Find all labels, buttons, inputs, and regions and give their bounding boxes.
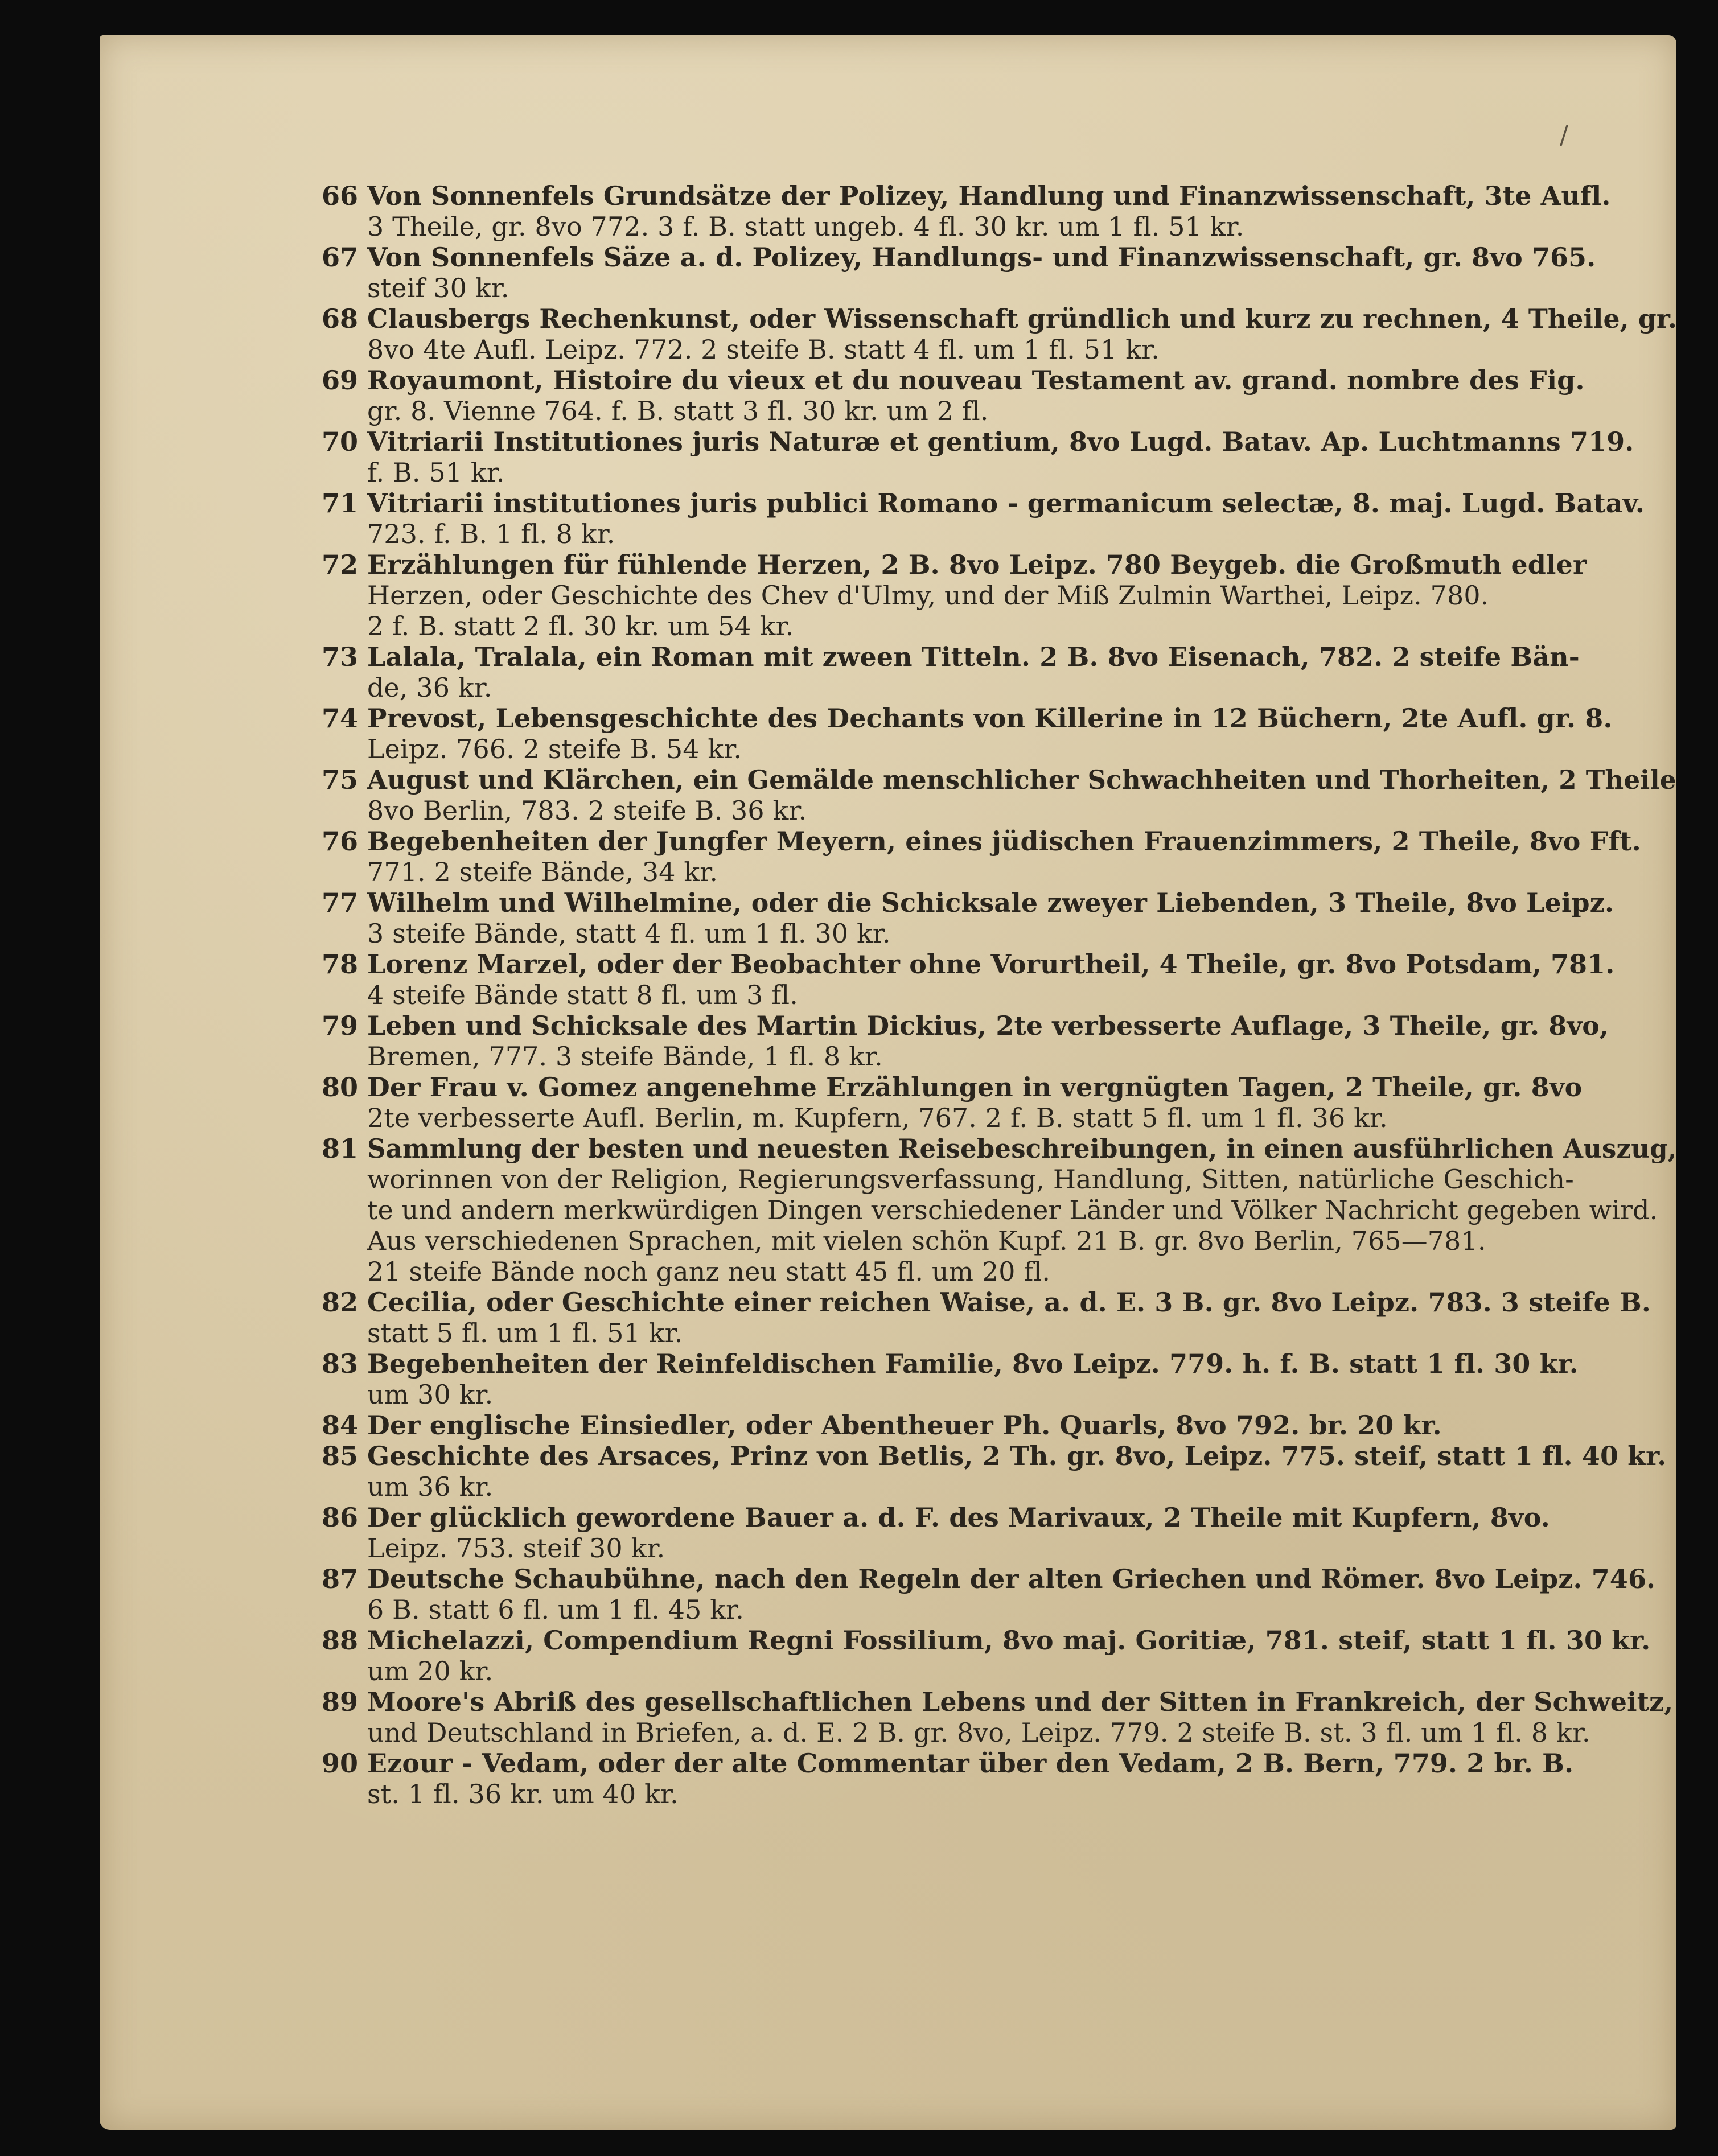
entry-text-line: f. B. 51 kr. (367, 457, 505, 488)
catalogue-entries (322, 180, 1682, 1809)
entry-number: 86 (322, 1502, 359, 1533)
catalogue-entry (322, 949, 1682, 1010)
entry-number: 75 (322, 764, 359, 795)
entry-text-line: Michelazzi, Compendium Regni Fossilium, 8vo maj. Goritiæ, 781. steif, statt 1 fl. 30 kr. (367, 1625, 1651, 1656)
entry-number: 90 (322, 1748, 359, 1779)
catalogue-entry (322, 365, 1682, 426)
entry-text-line: steif 30 kr. (367, 273, 509, 303)
entry-text-line: 21 steife Bände noch ganz neu statt 45 fl. um 20 fl. (367, 1256, 1051, 1287)
entry-number: 77 (322, 887, 359, 918)
entry-text-line: Vitriarii Institutiones juris Naturæ et gentium, 8vo Lugd. Batav. Ap. Luchtmanns 719. (367, 426, 1634, 457)
entry-text-line: Der Frau v. Gomez angenehme Erzählungen in vergnügten Tagen, 2 Theile, gr. 8vo (367, 1072, 1583, 1102)
entry-number: 70 (322, 426, 359, 457)
entry-number: 89 (322, 1686, 359, 1717)
entry-number: 68 (322, 303, 359, 334)
entry-text-line: de, 36 kr. (367, 672, 492, 703)
entry-number: 79 (322, 1010, 359, 1041)
entry-number: 88 (322, 1625, 359, 1656)
entry-number: 74 (322, 703, 359, 734)
entry-text-line: Royaumont, Histoire du vieux et du nouveau Testament av. grand. nombre des Fig. (367, 365, 1585, 396)
catalogue-entry (322, 1072, 1682, 1133)
entry-text-line: Lalala, Tralala, ein Roman mit zween Titteln. 2 B. 8vo Eisenach, 782. 2 steife Bän- (367, 641, 1580, 672)
catalogue-entry (322, 1502, 1682, 1563)
catalogue-entry (322, 826, 1682, 887)
catalogue-entry (322, 641, 1682, 703)
entry-number: 66 (322, 180, 359, 211)
entry-text-line: statt 5 fl. um 1 fl. 51 kr. (367, 1318, 683, 1348)
catalogue-entry (322, 549, 1682, 641)
entry-text-line: Aus verschiedenen Sprachen, mit vielen schön Kupf. 21 B. gr. 8vo Berlin, 765—781. (367, 1225, 1486, 1256)
entry-text-line: Cecilia, oder Geschichte einer reichen Waise, a. d. E. 3 B. gr. 8vo Leipz. 783. 3 steife B. (367, 1287, 1651, 1318)
entry-text-line: st. 1 fl. 36 kr. um 40 kr. (367, 1779, 679, 1809)
entry-text-line: gr. 8. Vienne 764. f. B. statt 3 fl. 30 kr. um 2 fl. (367, 396, 989, 426)
entry-number: 85 (322, 1441, 359, 1471)
catalogue-entry (322, 1410, 1682, 1441)
entry-number: 78 (322, 949, 359, 980)
entry-text-line: Moore's Abriß des gesellschaftlichen Lebens und der Sitten in Frankreich, der Schweitz, (367, 1686, 1674, 1717)
entry-text-line: Wilhelm und Wilhelmine, oder die Schicksale zweyer Liebenden, 3 Theile, 8vo Leipz. (367, 887, 1614, 918)
entry-text-line: Der englische Einsiedler, oder Abentheuer Ph. Quarls, 8vo 792. br. 20 kr. (367, 1410, 1442, 1441)
entry-text-line: um 20 kr. (367, 1656, 494, 1686)
entry-text-line: 4 steife Bände statt 8 fl. um 3 fl. (367, 980, 798, 1010)
entry-text-line: Von Sonnenfels Grundsätze der Polizey, Handlung und Finanzwissenschaft, 3te Aufl. (367, 180, 1611, 211)
entry-text-line: Vitriarii institutiones juris publici Romano - germanicum selectæ, 8. maj. Lugd. Batav. (367, 488, 1645, 519)
catalogue-page (100, 35, 1676, 2130)
catalogue-entry (322, 1348, 1682, 1410)
entry-text-line: 723. f. B. 1 fl. 8 kr. (367, 519, 615, 549)
entry-number: 72 (322, 549, 359, 580)
entry-text-line: 2 f. B. statt 2 fl. 30 kr. um 54 kr. (367, 611, 794, 641)
entry-text-line: Der glücklich gewordene Bauer a. d. F. des Marivaux, 2 Theile mit Kupfern, 8vo. (367, 1502, 1550, 1533)
catalogue-entry (322, 703, 1682, 764)
entry-text-line: Bremen, 777. 3 steife Bände, 1 fl. 8 kr. (367, 1041, 883, 1072)
entry-text-line: Begebenheiten der Reinfeldischen Familie, 8vo Leipz. 779. h. f. B. statt 1 fl. 30 kr. (367, 1348, 1579, 1379)
catalogue-entry (322, 764, 1682, 826)
catalogue-entry (322, 1010, 1682, 1072)
entry-text-line: und Deutschland in Briefen, a. d. E. 2 B. gr. 8vo, Leipz. 779. 2 steife B. st. 3 fl. um 1 fl. 8 kr. (367, 1717, 1590, 1748)
catalogue-entry (322, 1686, 1682, 1748)
entry-number: 82 (322, 1287, 359, 1318)
entry-text-line: 8vo 4te Aufl. Leipz. 772. 2 steife B. statt 4 fl. um 1 fl. 51 kr. (367, 334, 1160, 365)
entry-number: 80 (322, 1072, 359, 1102)
catalogue-entry (322, 887, 1682, 949)
catalogue-entry (322, 1287, 1682, 1348)
entry-text-line: Geschichte des Arsaces, Prinz von Betlis, 2 Th. gr. 8vo, Leipz. 775. steif, statt 1 fl. 40 kr. (367, 1441, 1667, 1471)
entry-text-line: 2te verbesserte Aufl. Berlin, m. Kupfern, 767. 2 f. B. statt 5 fl. um 1 fl. 36 kr. (367, 1102, 1388, 1133)
entry-text-line: Von Sonnenfels Säze a. d. Polizey, Handlungs- und Finanzwissenschaft, gr. 8vo 765. (367, 242, 1596, 273)
entry-text-line: Begebenheiten der Jungfer Meyern, eines jüdischen Frauenzimmers, 2 Theile, 8vo Fft. (367, 826, 1641, 857)
entry-text-line: 3 steife Bände, statt 4 fl. um 1 fl. 30 kr. (367, 918, 891, 949)
entry-number: 87 (322, 1563, 359, 1594)
entry-number: 69 (322, 365, 359, 396)
catalogue-entry (322, 1563, 1682, 1625)
entry-text-line: Sammlung der besten und neuesten Reisebeschreibungen, in einen ausführlichen Auszug, (367, 1133, 1677, 1164)
catalogue-entry (322, 1133, 1682, 1287)
entry-text-line: um 36 kr. (367, 1471, 494, 1502)
entry-number: 83 (322, 1348, 359, 1379)
entry-text-line: worinnen von der Religion, Regierungsverfassung, Handlung, Sitten, natürliche Geschich- (367, 1164, 1574, 1195)
entry-text-line: Deutsche Schaubühne, nach den Regeln der alten Griechen und Römer. 8vo Leipz. 746. (367, 1563, 1656, 1594)
catalogue-entry (322, 1625, 1682, 1686)
page-corner-mark: / (1560, 121, 1568, 150)
catalogue-entry (322, 180, 1682, 242)
entry-text-line: 3 Theile, gr. 8vo 772. 3 f. B. statt ungeb. 4 fl. 30 kr. um 1 fl. 51 kr. (367, 211, 1244, 242)
entry-number: 81 (322, 1133, 359, 1164)
catalogue-entry (322, 1441, 1682, 1502)
entry-text-line: te und andern merkwürdigen Dingen verschiedener Länder und Völker Nachricht gegeben wird. (367, 1195, 1658, 1225)
catalogue-entry (322, 303, 1682, 365)
entry-number: 84 (322, 1410, 359, 1441)
entry-text-line: 771. 2 steife Bände, 34 kr. (367, 857, 718, 887)
catalogue-entry (322, 1748, 1682, 1809)
entry-text-line: 8vo Berlin, 783. 2 steife B. 36 kr. (367, 795, 807, 826)
entry-number: 67 (322, 242, 359, 273)
entry-text-line: Erzählungen für fühlende Herzen, 2 B. 8vo Leipz. 780 Beygeb. die Großmuth edler (367, 549, 1587, 580)
entry-text-line: Lorenz Marzel, oder der Beobachter ohne Vorurtheil, 4 Theile, gr. 8vo Potsdam, 781. (367, 949, 1615, 980)
entry-number: 73 (322, 641, 359, 672)
entry-text-line: Ezour - Vedam, oder der alte Commentar über den Vedam, 2 B. Bern, 779. 2 br. B. (367, 1748, 1574, 1779)
entry-text-line: 6 B. statt 6 fl. um 1 fl. 45 kr. (367, 1594, 744, 1625)
catalogue-entry (322, 242, 1682, 303)
entry-text-line: Leipz. 766. 2 steife B. 54 kr. (367, 734, 742, 764)
entry-text-line: Clausbergs Rechenkunst, oder Wissenschaft gründlich und kurz zu rechnen, 4 Theile, gr. (367, 303, 1678, 334)
entry-number: 76 (322, 826, 359, 857)
entry-text-line: August und Klärchen, ein Gemälde menschlicher Schwachheiten und Thorheiten, 2 Theile (367, 764, 1676, 795)
entry-text-line: Leben und Schicksale des Martin Dickius, 2te verbesserte Auflage, 3 Theile, gr. 8vo, (367, 1010, 1609, 1041)
entry-text-line: Prevost, Lebensgeschichte des Dechants von Killerine in 12 Büchern, 2te Aufl. gr. 8. (367, 703, 1613, 734)
entry-number: 71 (322, 488, 359, 519)
entry-text-line: Herzen, oder Geschichte des Chev d'Ulmy, und der Miß Zulmin Warthei, Leipz. 780. (367, 580, 1489, 611)
entry-text-line: Leipz. 753. steif 30 kr. (367, 1533, 665, 1563)
catalogue-entry (322, 426, 1682, 488)
entry-text-line: um 30 kr. (367, 1379, 494, 1410)
catalogue-entry (322, 488, 1682, 549)
